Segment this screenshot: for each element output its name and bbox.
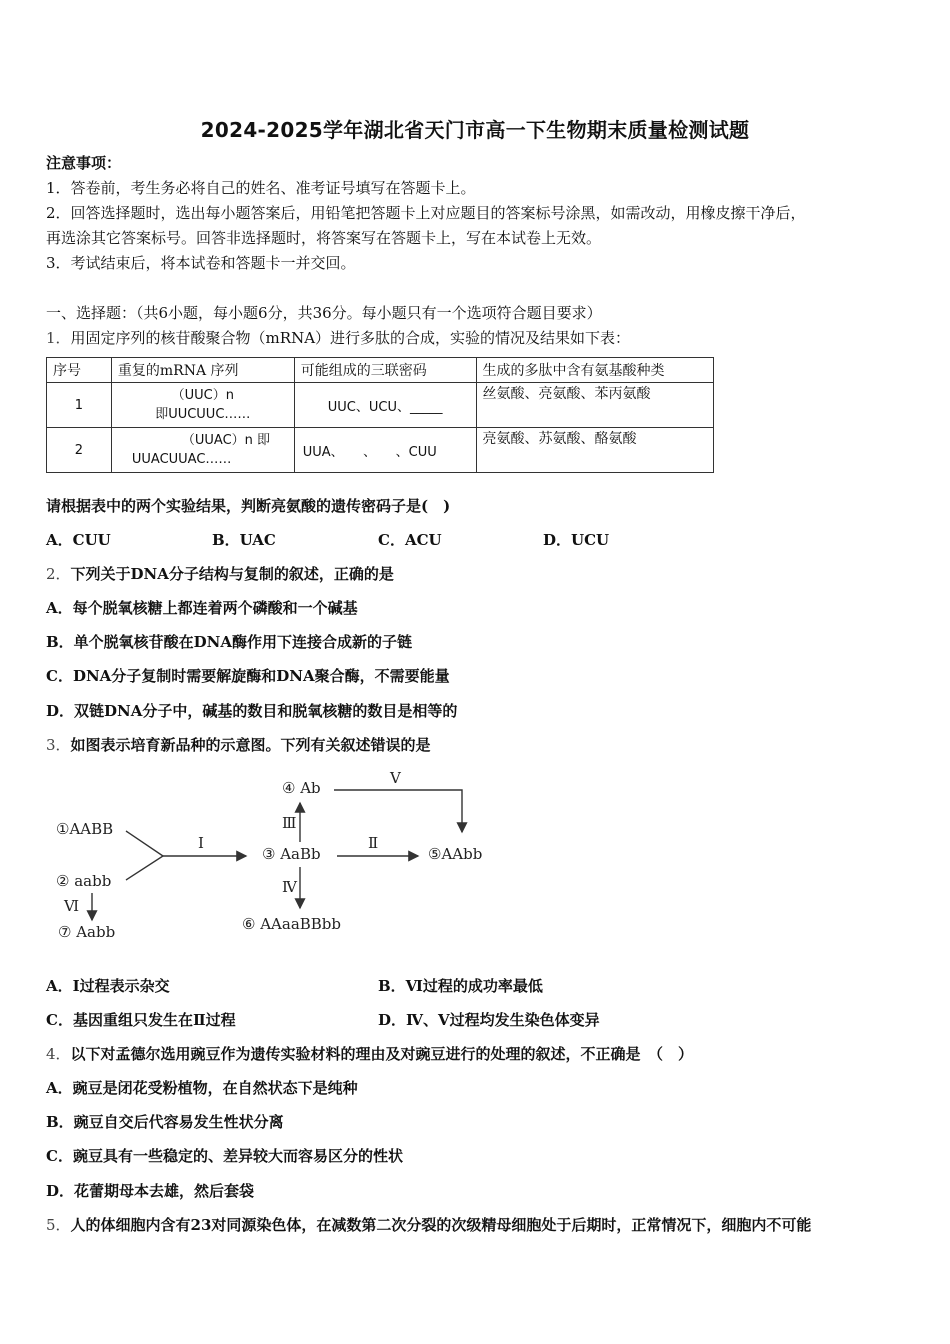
node-2: ② aabb bbox=[56, 872, 112, 890]
table-header: 可能组成的三联密码 bbox=[294, 358, 476, 383]
option-d[interactable]: D．花蕾期母本去雄，然后套袋 bbox=[46, 1182, 255, 1200]
option-c[interactable]: C．DNA分子复制时需要解旋酶和DNA聚合酶，不需要能量 bbox=[46, 667, 450, 685]
section-heading: 一、选择题：（共6小题，每小题6分，共36分。每小题只有一个选项符合题目要求） bbox=[46, 304, 602, 322]
option-b[interactable]: B．Ⅵ过程的成功率最低 bbox=[378, 977, 543, 995]
option-a[interactable]: A．CUU bbox=[46, 531, 111, 549]
question-text: 人的体细胞内含有23对同源染色体，在减数第二次分裂的次级精母细胞处于后期时，正常情况下，细胞内不可能 bbox=[70, 1216, 812, 1234]
question-number: 5． bbox=[46, 1216, 71, 1234]
table-cell: 亮氨酸、苏氨酸、酪氨酸 bbox=[476, 428, 713, 473]
table-cell: 1 bbox=[47, 383, 112, 428]
option-b[interactable]: B．单个脱氧核苷酸在DNA酶作用下连接合成新的子链 bbox=[46, 633, 413, 651]
option-d[interactable]: D．双链DNA分子中，碱基的数目和脱氧核糖的数目是相等的 bbox=[46, 702, 458, 720]
notice-item: 1．答卷前，考生务必将自己的姓名、准考证号填写在答题卡上。 bbox=[46, 179, 476, 197]
question-text: 用固定序列的核苷酸聚合物（mRNA）进行多肽的合成，实验的情况及结果如下表： bbox=[70, 329, 631, 347]
table-cell: 丝氨酸、亮氨酸、苯丙氨酸 bbox=[476, 383, 713, 428]
option-a[interactable]: A．豌豆是闭花受粉植物，在自然状态下是纯种 bbox=[46, 1079, 358, 1097]
table-row bbox=[47, 428, 714, 473]
table-cell bbox=[111, 383, 294, 428]
option-c[interactable]: C．基因重组只发生在Ⅱ过程 bbox=[46, 1011, 236, 1029]
question-3-stem bbox=[46, 734, 431, 755]
question-number: 2． bbox=[46, 565, 71, 583]
table-header: 重复的mRNA 序列 bbox=[111, 358, 294, 383]
question-number: 1． bbox=[46, 329, 71, 347]
question-number: 3． bbox=[46, 736, 71, 754]
table-cell: UUC、UCU、_____ bbox=[294, 383, 476, 428]
option-d[interactable]: D．Ⅳ、Ⅴ过程均发生染色体变异 bbox=[378, 1011, 600, 1029]
arrow-5 bbox=[334, 790, 462, 832]
question-5-stem bbox=[46, 1214, 811, 1235]
option-a[interactable]: A．Ⅰ过程表示杂交 bbox=[46, 977, 170, 995]
process-5-label: Ⅴ bbox=[390, 769, 401, 787]
notice-heading: 注意事项： bbox=[46, 154, 122, 172]
question-1-prompt: 请根据表中的两个实验结果，判断亮氨酸的遗传密码子是( ) bbox=[46, 497, 451, 515]
node-3: ③ AaBb bbox=[262, 845, 321, 863]
process-6-label: Ⅵ bbox=[64, 897, 80, 915]
table-cell bbox=[111, 428, 294, 473]
question-text: 如图表示培育新品种的示意图。下列有关叙述错误的是 bbox=[70, 736, 431, 754]
notice-item: 3．考试结束后，将本试卷和答题卡一并交回。 bbox=[46, 254, 356, 272]
process-2-label: Ⅱ bbox=[368, 834, 379, 852]
process-1-label: Ⅰ bbox=[198, 834, 204, 852]
node-7: ⑦ Aabb bbox=[58, 923, 116, 941]
table-cell: UUA、 、 、CUU bbox=[294, 428, 476, 473]
option-a[interactable]: A．每个脱氧核糖上都连着两个磷酸和一个碱基 bbox=[46, 599, 358, 617]
cell-line: （UUC）n bbox=[171, 388, 234, 403]
question-text: 下列关于DNA分子结构与复制的叙述，正确的是 bbox=[70, 565, 394, 583]
node-1: ①AABB bbox=[56, 820, 114, 838]
option-b[interactable]: B．豌豆自交后代容易发生性状分离 bbox=[46, 1113, 284, 1131]
node-6: ⑥ AAaaBBbb bbox=[242, 915, 342, 933]
table-header-row bbox=[47, 358, 714, 383]
cell-line: UUACUUAC…… bbox=[131, 452, 232, 467]
table-row bbox=[47, 383, 714, 428]
question-1-stem bbox=[46, 327, 630, 348]
table-header: 生成的多肽中含有氨基酸种类 bbox=[476, 358, 713, 383]
process-4-label: Ⅳ bbox=[282, 878, 297, 896]
breeding-diagram bbox=[50, 768, 510, 948]
question-4-stem bbox=[46, 1043, 693, 1064]
question-number: 4． bbox=[46, 1045, 71, 1063]
process-3-label: Ⅲ bbox=[282, 814, 297, 832]
option-b[interactable]: B．UAC bbox=[212, 531, 276, 549]
notice-item: 2．回答选择题时，选出每小题答案后，用铅笔把答题卡上对应题目的答案标号涂黑，如需改动，用橡皮擦干净后， bbox=[46, 204, 806, 222]
notice-item: 再选涂其它答案标号。回答非选择题时，将答案写在答题卡上，写在本试卷上无效。 bbox=[46, 229, 602, 247]
cross-bracket bbox=[126, 831, 163, 880]
option-c[interactable]: C．ACU bbox=[378, 531, 442, 549]
table-header: 序号 bbox=[47, 358, 112, 383]
codon-table bbox=[46, 357, 714, 473]
node-5: ⑤AAbb bbox=[428, 845, 483, 863]
node-4: ④ Ab bbox=[282, 779, 321, 797]
question-2-stem bbox=[46, 563, 394, 584]
option-c[interactable]: C．豌豆具有一些稳定的、差异较大而容易区分的性状 bbox=[46, 1147, 403, 1165]
table-cell: 2 bbox=[47, 428, 112, 473]
cell-line: 即UUCUUC…… bbox=[155, 407, 251, 422]
cell-line: （UUAC）n 即 bbox=[181, 433, 271, 448]
option-d[interactable]: D．UCU bbox=[543, 531, 610, 549]
question-text: 以下对孟德尔选用豌豆作为遗传实验材料的理由及对豌豆进行的处理的叙述，不正确是 （ ） bbox=[70, 1045, 694, 1063]
page-title: 2024-2025学年湖北省天门市高一下生物期末质量检测试题 bbox=[200, 118, 750, 142]
